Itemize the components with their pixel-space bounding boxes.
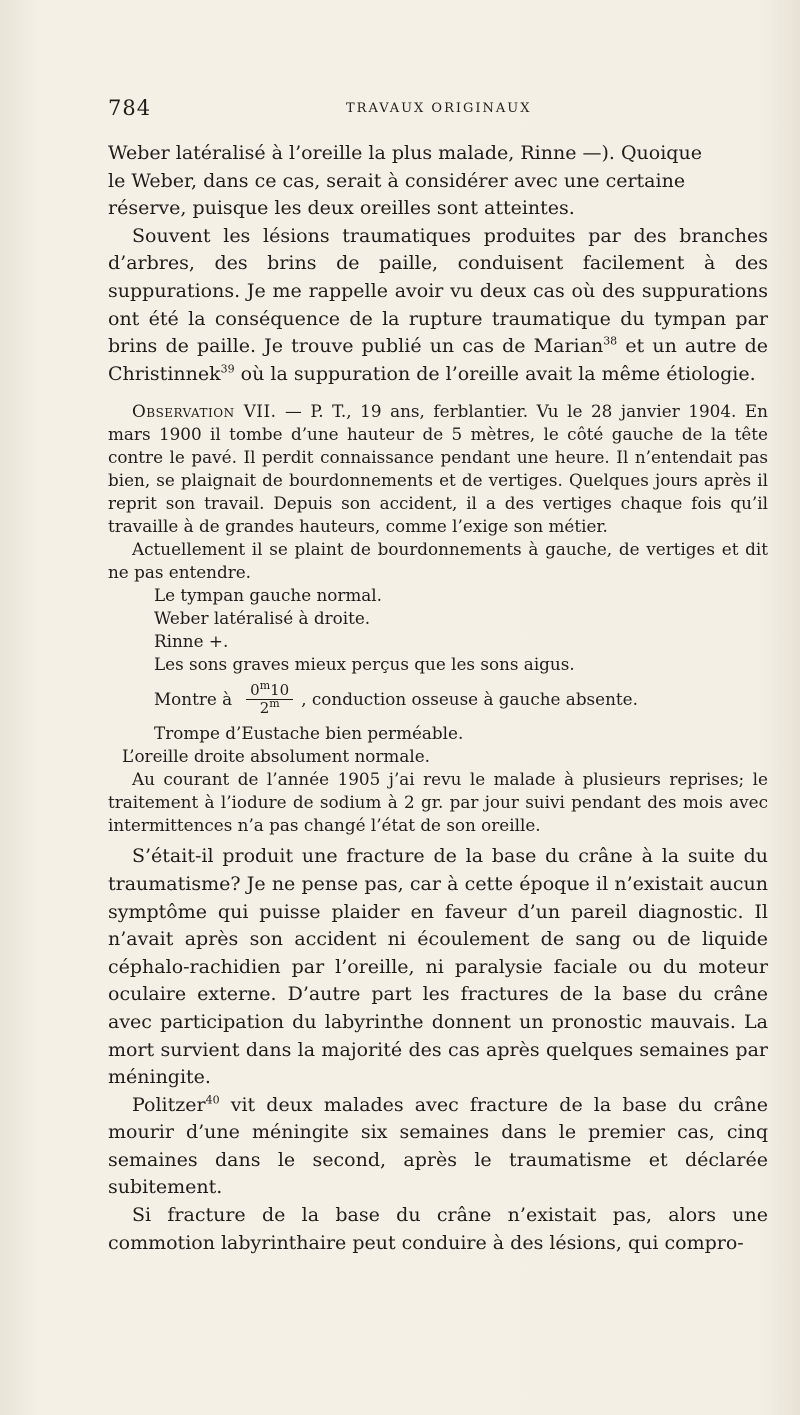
paragraph-politzer [108, 1092, 768, 1202]
finding-oreille-droite: L’oreille droite absolument normale. [122, 746, 430, 767]
text-run: et un autre de Christinnek [108, 335, 768, 385]
text-line: le Weber, dans ce cas, serait à considérer avec une certaine [108, 169, 686, 192]
observation-paragraph [108, 400, 768, 538]
body-text [108, 140, 768, 1257]
paragraph-courant: Au courant de l’année 1905 j’ai revu le malade à plusieurs reprises; le traitement à l’iodure de sodium à 2 gr. par jour suivi pendant des mois avec intermittences n’a pas changé l’état de son oreille. [108, 769, 768, 836]
clinical-findings [108, 584, 768, 745]
fraction-numerator-unit: m [259, 678, 271, 692]
finding-trompe: Trompe d’Eustache bien perméable. [154, 723, 464, 744]
finding-sons: Les sons graves mieux perçus que les sons aigus. [154, 654, 575, 675]
montre-prefix: Montre à [154, 689, 233, 710]
author-name: Politzer [132, 1093, 206, 1116]
page-number: 784 [108, 96, 152, 120]
fraction-denominator-val: 2 [259, 698, 270, 717]
text-run: où la suppuration de l’oreille avait la même étiologie. [234, 362, 756, 385]
finding-rinne: Rinne +. [154, 631, 229, 652]
running-title: TRAVAUX ORIGINAUX [346, 101, 532, 116]
paragraph-actuellement: Actuellement il se plaint de bourdonnements à gauche, de vertiges et dit ne pas entendre. [108, 539, 768, 583]
reference-marker: 39 [220, 362, 235, 376]
finding-weber: Weber latéralisé à droite. [154, 608, 371, 629]
paragraph-weber [108, 140, 768, 223]
fraction-denominator [256, 696, 284, 717]
paragraph-commotion: Si fracture de la base du crâne n’existait pas, alors une commotion labyrinthaire peut conduire à des lésions, qui compro- [108, 1204, 768, 1254]
text-run: Souvent les lésions traumatiques produites par des branches d’arbres, des brins de paille, conduisent facilement à des suppurations. Je me rappelle avoir vu deux cas où des suppurations ont été la conséquence de la rupture traumatique du tympan par brins de paille. Je trouve publié un cas de Marian [108, 224, 768, 358]
paragraph-fracture: S’était-il produit une fracture de la base du crâne à la suite du traumatisme? Je ne pense pas, car à cette époque il n’existait aucun symptôme qui puisse plaider en faveur d’un pareil diagnostic. Il n’avait après son accident ni écoulement de sang ou de liquide céphalo-rachidien par l’oreille, ni paralysie faciale ou du moteur oculaire externe. D’autre part les fractures de la base du crâne avec participation du labyrinthe donnent un pronostic mauvais. La mort survient dans la majorité des cas après quelques semaines par méningite. [108, 845, 768, 1089]
watch-distance-fraction [246, 678, 293, 717]
fraction-numerator-dec: 10 [270, 680, 290, 699]
montre-suffix: , conduction osseuse à gauche absente. [301, 689, 638, 710]
spacer [108, 388, 768, 400]
text-run: vit deux malades avec fracture de la base du crâne mourir d’une méningite six semaines dans le premier cas, cinq semaines dans le second, après le traumatisme et déclarée subitement. [108, 1093, 768, 1199]
page-header [108, 96, 728, 126]
text-line: Weber latéralisé à l’oreille la plus malade, Rinne —). Quoique [108, 142, 702, 164]
finding-montre [154, 676, 768, 722]
fraction-denominator-unit: m [269, 696, 280, 710]
reference-marker: 38 [603, 334, 618, 348]
reference-marker: 40 [205, 1093, 220, 1107]
observation-label: Observation VII. [132, 401, 277, 422]
text-line: réserve, puisque les deux oreilles sont atteintes. [108, 197, 575, 220]
observation-text: — P. T., 19 ans, ferblantier. Vu le 28 janvier 1904. En mars 1900 il tombe d’une hauteur de 5 mètres, le côté gauche de la tête contre le pavé. Il perdit connaissance pendant une heure. Il n’entendait pas bien, se plaignait de bourdonnements et de vertiges. Quelques jours après il reprit son travail. Depuis son accident, il a des vertiges chaque fois qu’il travaille à de grandes hauteurs, comme l’exige son métier. [108, 401, 768, 537]
finding-tympan: Le tympan gauche normal. [154, 585, 383, 606]
paragraph-traumatic-lesions [108, 223, 768, 389]
fraction-numerator-int: 0 [250, 680, 260, 699]
